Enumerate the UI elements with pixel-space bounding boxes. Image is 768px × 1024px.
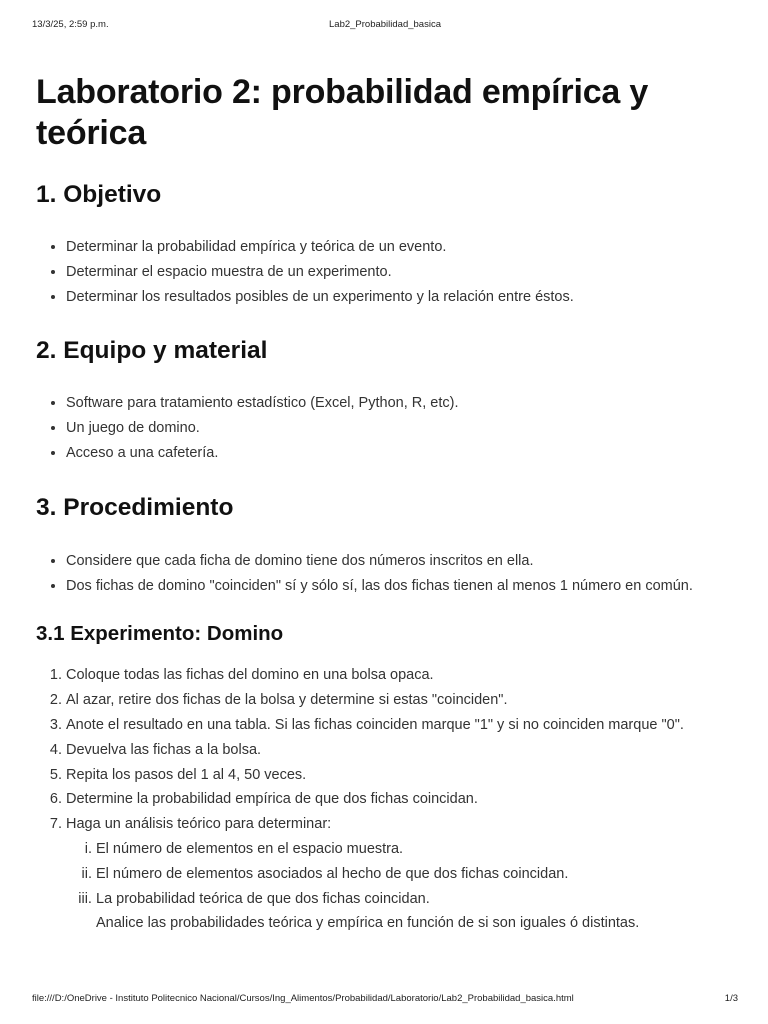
document-content — [36, 72, 736, 936]
objetivo-list — [36, 235, 736, 309]
list-item: • Software para tratamiento estadístico (Excel, Python, R, etc). — [66, 391, 736, 416]
analysis-note: Analice las probabilidades teórica y empírica en función de si son iguales ó distintas. — [96, 915, 640, 932]
step-item: 6. Determine la probabilidad empírica de que dos fichas coincidan. — [66, 787, 736, 812]
substep-item-text: La probabilidad teórica de que dos fichas coincidan. — [96, 890, 430, 907]
list-item: • Acceso a una cafetería. — [66, 441, 736, 466]
analisis-substeps — [66, 837, 736, 936]
list-item: • Un juego de domino. — [66, 416, 736, 441]
list-item: • Considere que cada ficha de domino tiene dos números inscritos en ella. — [66, 549, 736, 574]
list-item: • Determinar la probabilidad empírica y teórica de un evento. — [66, 235, 736, 260]
print-header — [32, 19, 738, 33]
list-item: • Determinar el espacio muestra de un experimento. — [66, 260, 736, 285]
section-heading-objetivo: 1. Objetivo — [36, 181, 162, 208]
list-item: • Determinar los resultados posibles de un experimento y la relación entre éstos. — [66, 285, 736, 310]
section-heading-procedimiento: 3. Procedimiento — [36, 493, 234, 521]
page-title: Laboratorio 2: probabilidad empírica y teórica — [36, 73, 649, 152]
procedimiento-list — [36, 549, 736, 599]
step-item-analisis — [66, 812, 736, 936]
step-item: 2. Al azar, retire dos fichas de la bolsa y determine si estas "coinciden". — [66, 688, 736, 713]
list-item: • Dos fichas de domino "coinciden" sí y sólo sí, las dos fichas tienen al menos 1 número en común. — [66, 574, 736, 599]
substep-item: ii. El número de elementos asociados al hecho de que dos fichas coincidan. — [96, 862, 736, 887]
step-item: 3. Anote el resultado en una tabla. Si las fichas coinciden marque "1" y si no coinciden marque "0". — [66, 713, 736, 738]
step-item-text: Haga un análisis teórico para determinar: — [66, 816, 332, 833]
print-file-path: file:///D:/OneDrive - Instituto Politecnico Nacional/Cursos/Ing_Alimentos/Probabilidad/Laboratorio/Lab2_Probabilidad_basica.html — [32, 993, 574, 1004]
substep-item — [96, 887, 736, 937]
step-item: 5. Repita los pasos del 1 al 4, 50 veces. — [66, 763, 736, 788]
print-datetime: 13/3/25, 2:59 p.m. — [32, 19, 109, 30]
step-item: 4. Devuelva las fichas a la bolsa. — [66, 738, 736, 763]
substep-item: i. El número de elementos en el espacio muestra. — [96, 837, 736, 862]
print-page-number: 1/3 — [724, 993, 738, 1004]
print-footer — [32, 993, 738, 1007]
experimento-steps — [36, 663, 736, 936]
equipo-list — [36, 391, 736, 465]
section-heading-equipo: 2. Equipo y material — [36, 337, 268, 365]
subsection-heading-experimento: 3.1 Experimento: Domino — [36, 622, 284, 646]
step-item: 1. Coloque todas las fichas del domino en una bolsa opaca. — [66, 663, 736, 688]
print-doc-title: Lab2_Probabilidad_basica — [329, 19, 441, 30]
